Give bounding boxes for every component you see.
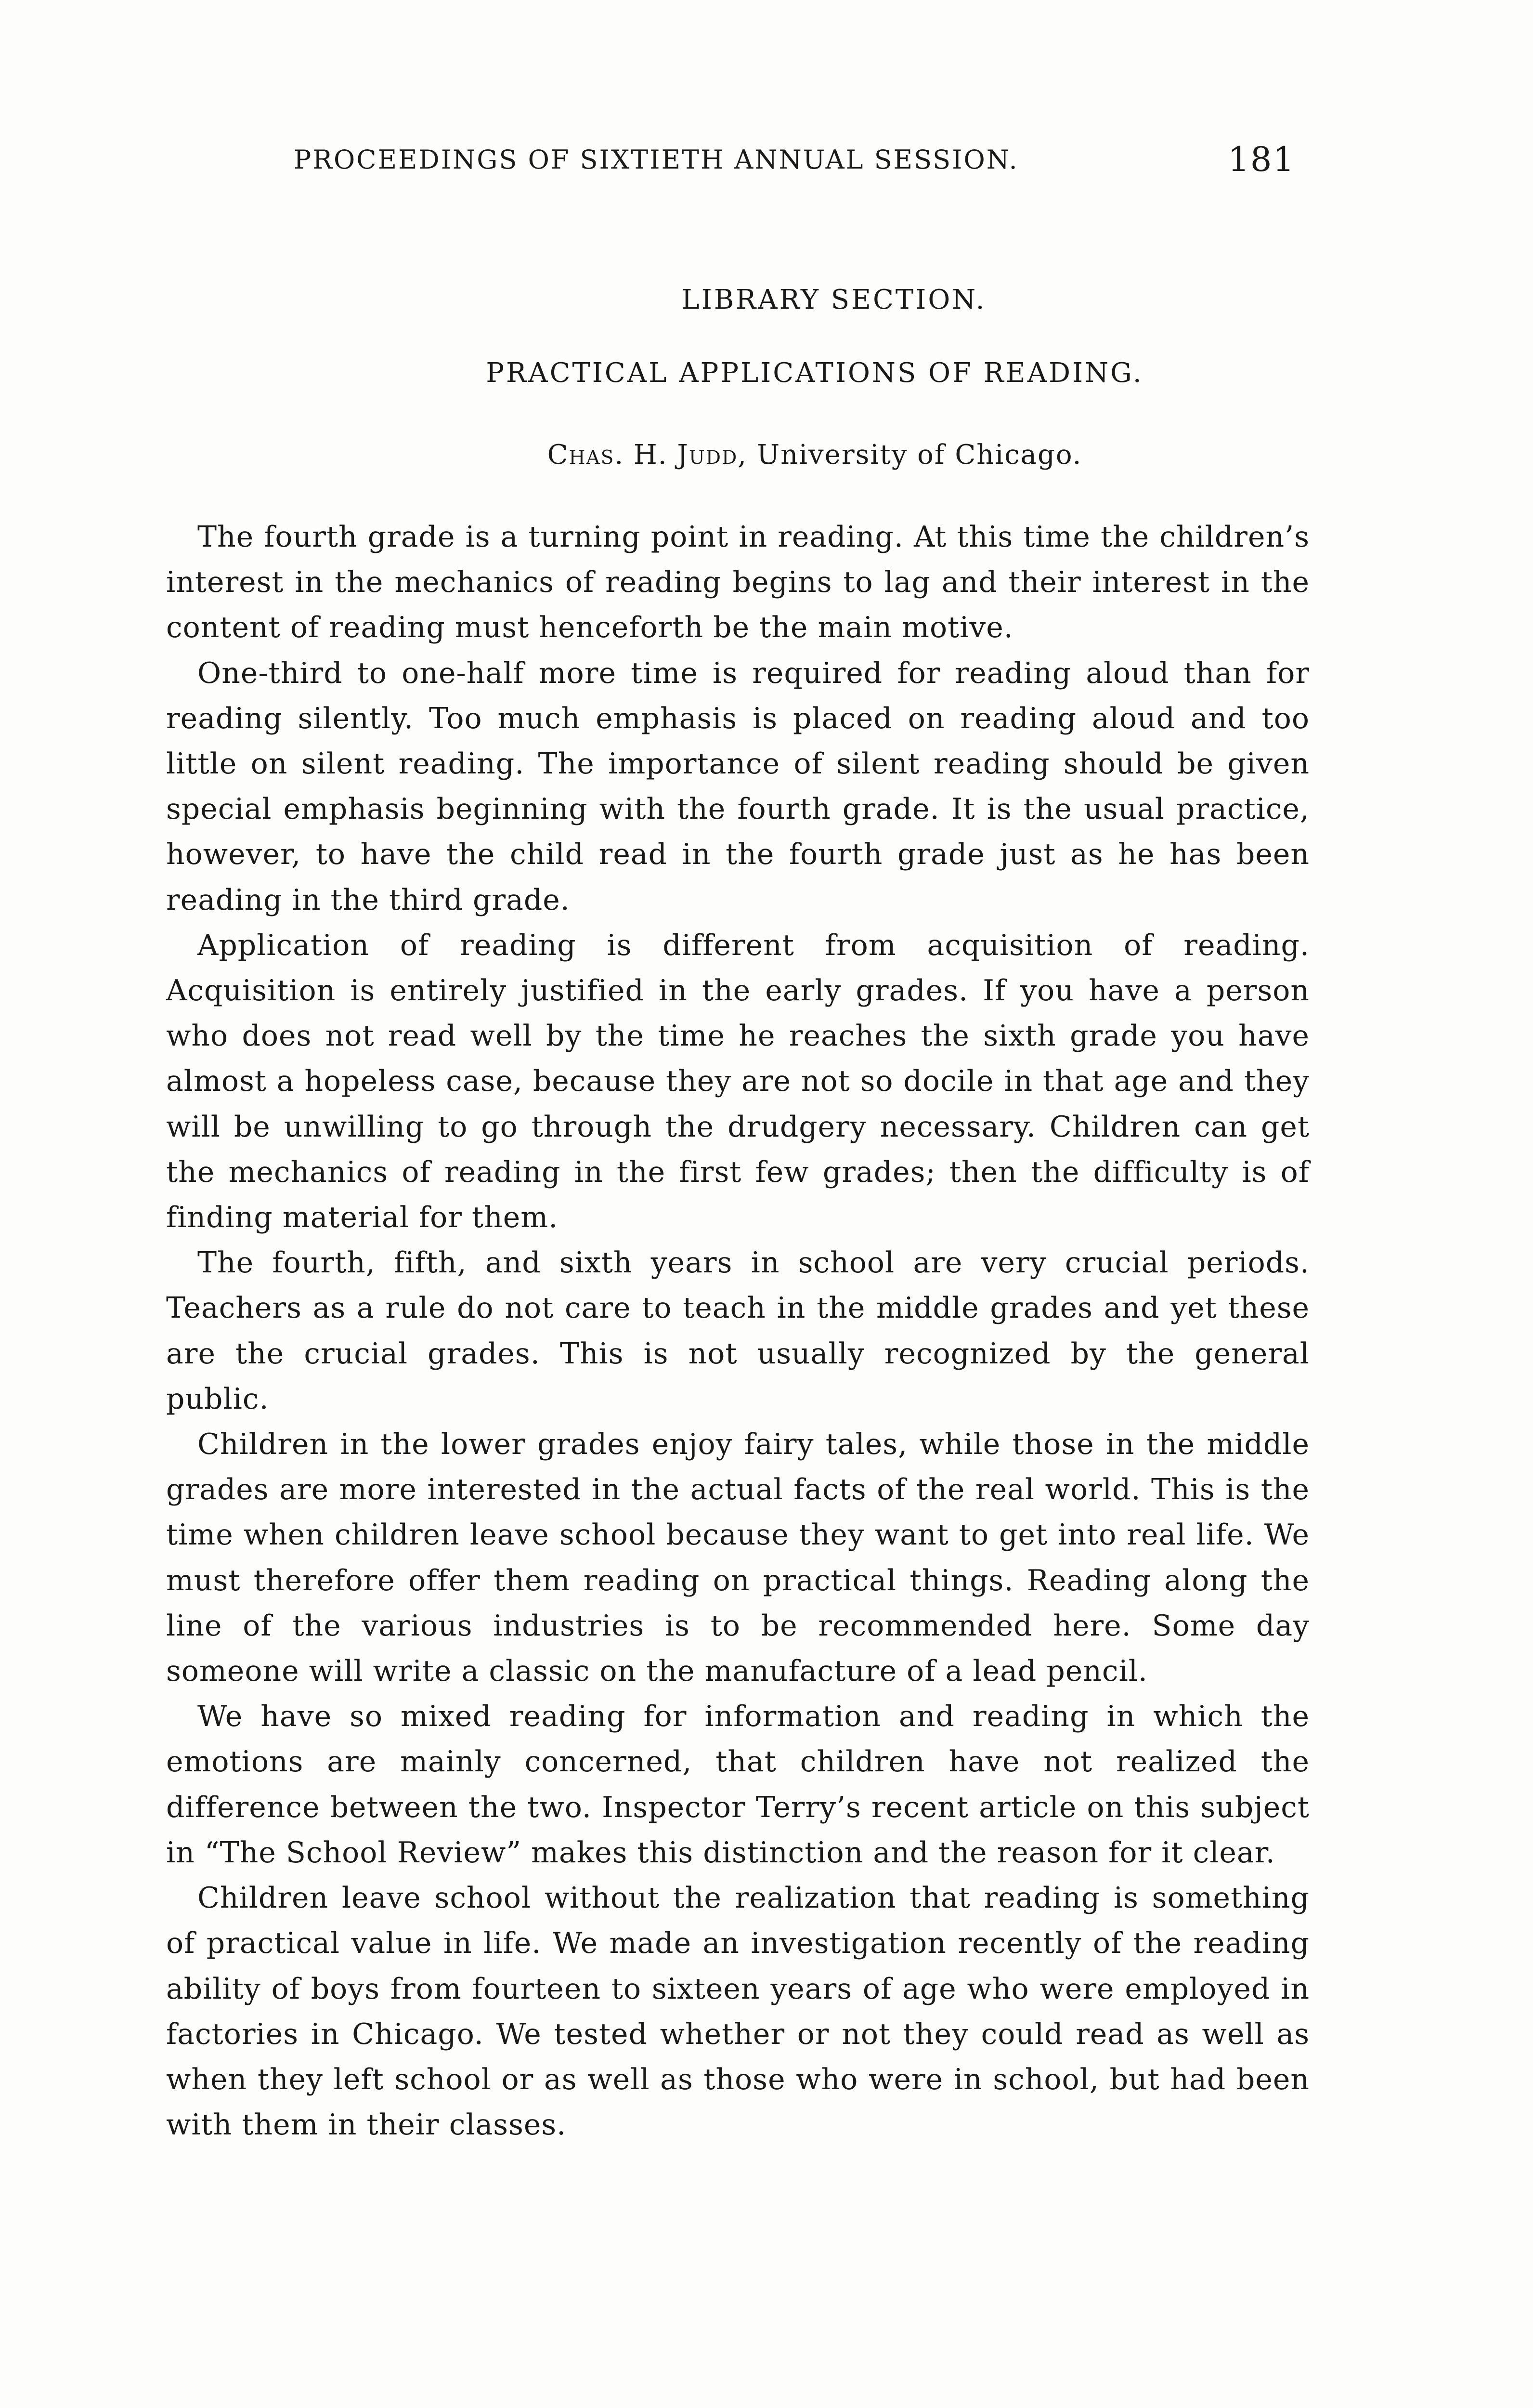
article-title: PRACTICAL APPLICATIONS OF READING.	[486, 357, 1143, 389]
running-title: PROCEEDINGS OF SIXTIETH ANNUAL SESSION.	[294, 144, 1019, 175]
byline-author: Chas. H. Judd	[547, 439, 738, 471]
article-body	[166, 514, 1310, 2147]
byline-affiliation: , University of Chicago.	[738, 439, 1082, 471]
paragraph: The fourth, fifth, and sixth years in school are very crucial periods. Teachers as a rule do not care to teach in the middle grades and yet these are the crucial grades. This is not usually recognized by the general public.	[166, 1246, 1310, 1416]
paragraph: The fourth grade is a turning point in reading. At this time the children’s interest in the mechanics of reading begins to lag and their interest in the content of reading must henceforth be the main motive.	[166, 520, 1310, 645]
paragraph: Children in the lower grades enjoy fairy tales, while those in the middle grades are more interested in the actual facts of the real world. This is the time when children leave school because they want to get into real life. We must therefore offer them reading on practical things. Reading along the line of the various industries is to be recommended here. Some day someone will write a classic on the manufacture of a lead pencil.	[166, 1427, 1310, 1688]
paragraph: Children leave school without the realization that reading is something of practical value in life. We made an investigation recently of the reading ability of boys from fourteen to sixteen years of age who were employed in factories in Chicago. We tested whether or not they could read as well as when they left school or as well as those who were in school, but had been with them in their classes.	[166, 1881, 1310, 2142]
paragraph: Application of reading is different from acquisition of reading. Acquisition is entirely justified in the early grades. If you have a person who does not read well by the time he reaches the sixth grade you have almost a hopeless case, because they are not so docile in that age and they will be unwilling to go through the drudgery necessary. Children can get the mechanics of reading in the first few grades; then the difficulty is of finding material for them.	[166, 928, 1310, 1235]
section-title: LIBRARY SECTION.	[681, 284, 987, 315]
paragraph: One-third to one-half more time is required for reading aloud than for reading silently. Too much emphasis is placed on reading aloud and too little on silent reading. The importance of silent reading should be given special emphasis beginning with the fourth grade. It is the usual practice, however, to have the child read in the fourth grade just as he has been reading in the third grade.	[166, 656, 1310, 917]
paragraph: We have so mixed reading for information and reading in which the emotions are mainly concerned, that children have not realized the difference between the two. Inspector Terry’s recent article on this subject in “The School Review” makes this distinction and the reason for it clear.	[166, 1700, 1310, 1870]
page-number: 181	[1228, 140, 1295, 179]
byline	[0, 439, 1533, 471]
running-head	[294, 140, 1295, 188]
